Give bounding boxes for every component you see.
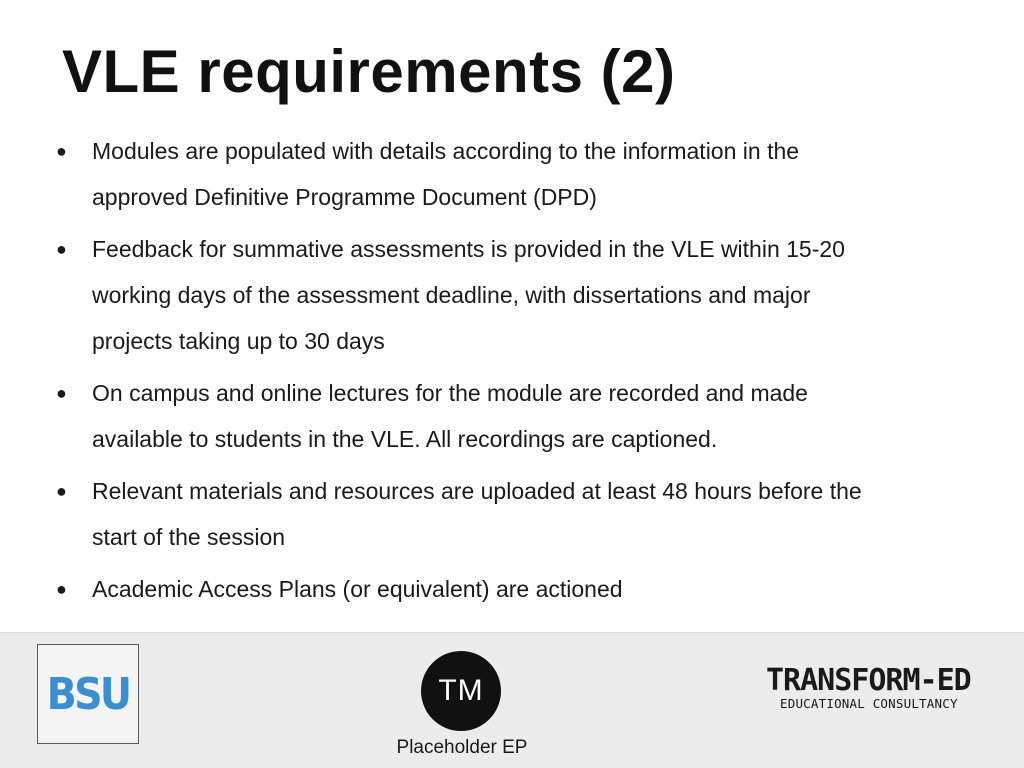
bullet-line: On campus and online lectures for the module are recorded and made: [92, 380, 808, 406]
bsu-logo: [37, 644, 139, 744]
bullet-item: [50, 468, 970, 560]
bullet-line: approved Definitive Programme Document (DPD): [92, 184, 597, 210]
slide-title: VLE requirements (2): [62, 38, 676, 105]
bullet-item: [50, 370, 970, 462]
bullet-item: [50, 566, 970, 612]
tm-logo-caption: Placeholder EP: [396, 737, 528, 758]
bullet-dot-icon: ●: [56, 579, 67, 599]
bullet-line: Feedback for summative assessments is provided in the VLE within 15-20: [92, 236, 845, 262]
tm-logo-text: TM: [438, 674, 484, 707]
bullet-line: Modules are populated with details according to the information in the: [92, 138, 800, 164]
bullet-line: Academic Access Plans (or equivalent) are actioned: [92, 576, 623, 602]
bullet-line: working days of the assessment deadline, with dissertations and major: [92, 282, 811, 308]
bsu-logo-text: BSU: [46, 668, 130, 720]
bullet-line: Relevant materials and resources are uploaded at least 48 hours before the: [92, 478, 862, 504]
bullet-line: start of the session: [92, 524, 286, 550]
bullet-dot-icon: ●: [56, 481, 67, 501]
tm-logo: [421, 651, 501, 731]
transform-ed-logo: [766, 665, 988, 711]
footer-logo-bar: [0, 632, 1024, 768]
bullet-line: projects taking up to 30 days: [92, 328, 385, 354]
bullet-item: [50, 128, 970, 220]
bullet-list: [50, 128, 970, 618]
bullet-dot-icon: ●: [56, 239, 67, 259]
bullet-line: available to students in the VLE. All recordings are captioned.: [92, 426, 718, 452]
bullet-dot-icon: ●: [56, 141, 67, 161]
bullet-dot-icon: ●: [56, 383, 67, 403]
transform-ed-logo-subtitle: EDUCATIONAL CONSULTANCY: [780, 696, 958, 711]
bullet-item: [50, 226, 970, 364]
transform-ed-logo-title: TRANSFORM-ED: [766, 663, 971, 698]
